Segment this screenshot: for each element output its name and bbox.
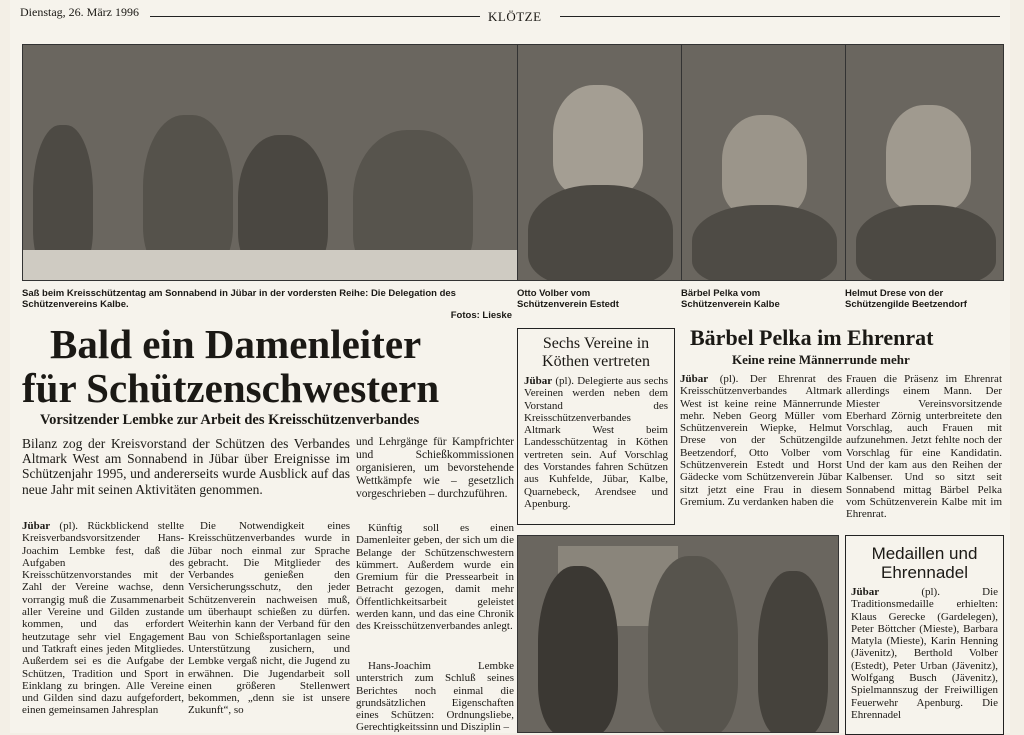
- main-col2: Die Notwendigkeit eines Kreisschützenverbandes wurde in Jübar noch einmal zur Sprache gebracht. Die Mitglieder des Verbandes genießen den Versicherungsschutz, den jeder Schützenverein nachweisen muß, um überhaupt schießen zu dürfen. Weiterhin kann der Verband für den Bau von Schießsportanlagen seine Unterstützung zusichern, und Lembke vergaß nicht, die Jugend zu erwähnen. Die Jugendarbeit soll einen größeren Stellenwert bekommen, „denn sie ist unsere Zukunft“, so: [188, 520, 350, 717]
- ehrenrat-subhead: Keine reine Männerrunde mehr: [732, 352, 910, 367]
- masthead-rule-left: [150, 16, 480, 17]
- portrait-volber: [517, 44, 682, 281]
- main-col2-top: und Lehrgänge für Kampfrichter und Schießkommissionen organisieren, um bevorstehende Wettkämpfe wie – gesetzlich vorgeschrieben – durchzuführen.: [356, 436, 514, 500]
- caption-drese: Helmut Drese von der Schützengilde Beetzendorf: [845, 288, 967, 310]
- main-headline-line1: Bald ein Damenleiter: [50, 321, 422, 367]
- ehrenrat-headline: Bärbel Pelka im Ehrenrat: [690, 325, 934, 350]
- main-subhead: Vorsitzender Lembke zur Arbeit des Kreisschützenverbandes: [40, 412, 420, 428]
- box-medaillen-text: Jübar (pl). Die Traditionsmedaille erhielten: Klaus Gerecke (Gardelegen), Peter Böttcher (Mieste), Barbara Matyla (Mieste), Karin Henning (Jävenitz), Berthold Volber (Estedt), Peter Urban (Jävenitz), Wolfgang Busch (Jävenitz), Spielmannszug der Freiwilligen Feuerwehr Apenburg. Die Ehrennadel: [851, 586, 999, 721]
- main-lead: Bilanz zog der Kreisvorstand der Schützen des Verbandes Altmark West am Sonnabend in Jübar über Ereignisse im Schützenjahr 1995, und andererseits wurde Ausblick auf das neue Jahr mit seinen Aktivitäten genommen.: [22, 436, 350, 497]
- issue-date: Dienstag, 26. März 1996: [20, 5, 139, 19]
- box-vereine: [517, 328, 675, 525]
- ehrenrat-col2: Frauen die Präsenz im Ehrenrat allerdings einem Mann. Der Miester Vereinsvorsitzende Eberhard Zörnig unterbreitete den Vorschlag, auch Frauen mit aufzunehmen. Jetzt fehlte noch der Vorschlag für eine Kandidatin. Und der kam aus den Reihen der Kalbenser. Und so sitzt seit Sonnabend mittag Bärbel Pelka vom Schützenverein Kalbe mit im Ehrenrat.: [846, 373, 1002, 521]
- ehrenrat-col1: Jübar (pl). Der Ehrenrat des Kreisschützenverbandes Altmark West ist keine reine Männerrunde mehr. Neben Georg Müller vom Schützenverein Wiepke, Helmut Drese von der Schützengilde Beetzendorf, Otto Volber vom Schützenverein Estedt und Horst Gädecke vom Schützenverein Jübar sitzt jetzt eine Frau in diesem Gremium. Zu verdanken haben die: [680, 373, 843, 508]
- caption-group: Saß beim Kreisschützentag am Sonnabend in Jübar in der vordersten Reihe: Die Delegation des Schützenvereins Kalbe. Fotos: Lieske: [22, 288, 512, 321]
- box-medaillen-title-1: Medaillen und: [871, 544, 978, 563]
- group-photo: [22, 44, 520, 281]
- photo-credit: Fotos: Lieske: [450, 310, 512, 321]
- newspaper-page: [10, 0, 1010, 733]
- main-col1: Jübar (pl). Rückblickend stellte Kreisverbandsvorsitzender Hans-Joachim Lembke fest, daß die Aufgaben des Kreisschützenvorstandes mit der Zahl der Vereine wachse, denn vorrangig muß die Zusammenarbeit aller Vereine und Gilden zustande kommen, und das erfordert heutzutage sehr viel Engagement und Tatkraft eines jeden Mitgliedes. Außerdem sei es die Aufgabe der Schützen, Tradition und Sport in Einklang zu bringen. Alle Vereine und Gilden sind dazu aufgefordert, einen gemeinsamen Jahresplan: [22, 520, 184, 717]
- main-col3b: Hans-Joachim Lembke unterstrich zum Schluß seines Berichtes noch einmal die grundsätzlichen Eigenschaften eines Schützen: Ordnungsliebe, Gerechtigkeitssinn und Disziplin –: [356, 660, 514, 732]
- caption-pelka: Bärbel Pelka vom Schützenverein Kalbe: [681, 288, 780, 310]
- box-medaillen-title-2: Ehrennadel: [881, 563, 968, 582]
- main-col3a: Künftig soll es einen Damenleiter geben, der sich um die Belange der Schützenschwestern kümmert. Außerdem wurde ein Gremium für die Pressearbeit in Betracht gezogen, damit mehr Öffentlichkeitsarbeit geleistet werden kann, und das eine Chronik des Kreisschützenverbandes anlegt.: [356, 522, 514, 633]
- masthead-rule-right: [560, 16, 1000, 17]
- box-vereine-title: Sechs Vereine in Köthen vertreten: [542, 335, 650, 370]
- portrait-drese: [845, 44, 1004, 281]
- caption-volber: Otto Volber vom Schützenverein Estedt: [517, 288, 619, 310]
- main-headline-line2: für Schützenschwestern: [22, 365, 440, 411]
- award-photo: [517, 535, 839, 733]
- portrait-pelka: [681, 44, 846, 281]
- section-title: KLÖTZE: [488, 9, 542, 24]
- box-medaillen: [845, 535, 1004, 735]
- box-vereine-text: Jübar (pl). Delegierte aus sechs Vereinen werden neben dem Vorstand des Kreisschützenverbandes Altmark West beim Landesschützentag in Köthen vertreten sein. Auf Vorschlag des Vorstandes fahren Schützen aus Kuhfelde, Jübar, Kalbe, Quarnebeck, Arendsee und Apenburg.: [524, 375, 668, 510]
